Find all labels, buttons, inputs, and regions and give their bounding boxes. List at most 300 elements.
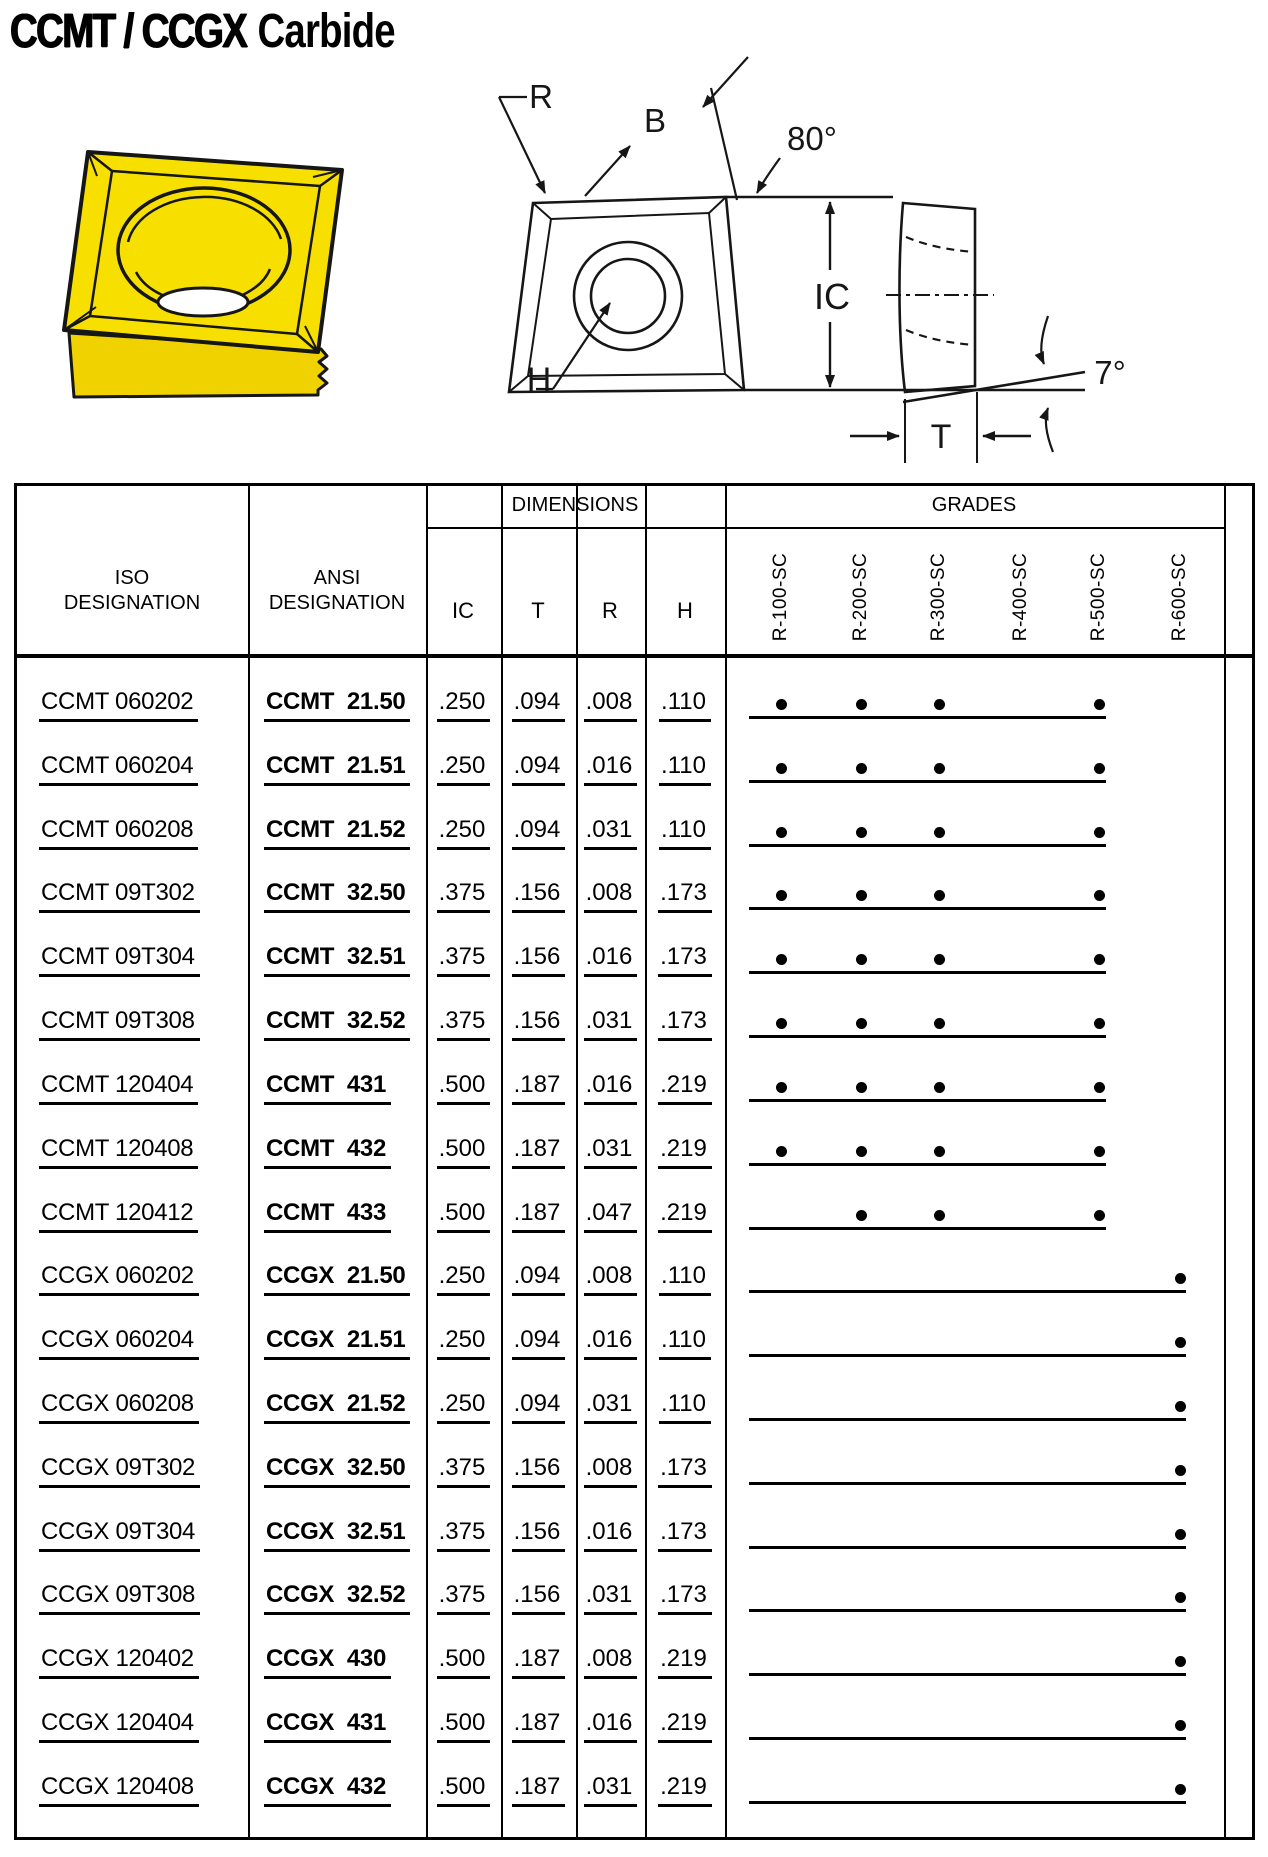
grade-dot	[934, 1018, 945, 1029]
t-value-cell	[501, 1518, 576, 1552]
r-value: .016	[584, 1071, 638, 1105]
grades-cell	[725, 801, 1224, 865]
ic-value-cell	[426, 1518, 501, 1552]
r-value-cell	[576, 1135, 645, 1169]
grades-cell	[725, 928, 1224, 992]
table-row	[17, 673, 1252, 737]
grade-dot	[856, 1210, 867, 1221]
t-value: .094	[512, 688, 566, 722]
ic-value-cell	[426, 688, 501, 722]
insert-spec-table	[14, 483, 1255, 1840]
r-value: .031	[584, 1390, 638, 1424]
h-value: .110	[659, 752, 711, 786]
grade-column-header: R-600-SC	[1169, 552, 1190, 642]
grades-cell	[725, 1566, 1224, 1630]
grades-rule	[749, 1163, 1106, 1166]
table-row	[17, 1311, 1252, 1375]
grade-dot	[934, 763, 945, 774]
ic-value: .250	[437, 1262, 491, 1296]
r-value: .031	[584, 1773, 638, 1807]
t-value-cell	[501, 1199, 576, 1233]
h-value: .110	[659, 816, 711, 850]
r-value: .031	[584, 816, 638, 850]
ansi-designation-cell: CCGX 432	[264, 1773, 391, 1807]
ic-value: .375	[437, 879, 491, 913]
grades-rule	[749, 1099, 1106, 1102]
grades-cell	[725, 864, 1224, 928]
ic-value: .375	[437, 1581, 491, 1615]
h-value-cell	[645, 1709, 725, 1743]
r-value-cell	[576, 1581, 645, 1615]
ansi-designation-cell: CCMT 433	[264, 1199, 391, 1233]
ic-value-cell	[426, 1262, 501, 1296]
grade-dot	[1175, 1720, 1186, 1731]
grades-cell	[725, 1503, 1224, 1567]
grade-dot	[776, 1082, 787, 1093]
table-row	[17, 1247, 1252, 1311]
iso-designation-cell: CCMT 09T304	[39, 943, 200, 977]
grade-dot	[1094, 1018, 1105, 1029]
grade-dot	[1094, 827, 1105, 838]
r-value-cell	[576, 752, 645, 786]
t-value: .156	[512, 1007, 566, 1041]
ic-value-cell	[426, 1581, 501, 1615]
grade-dot	[776, 763, 787, 774]
iso-designation-cell: CCMT 120412	[39, 1199, 198, 1233]
r-value: .016	[584, 1326, 638, 1360]
table-row	[17, 1439, 1252, 1503]
grades-cell	[725, 1439, 1224, 1503]
t-value: .187	[512, 1199, 566, 1233]
label-edge-length: B	[643, 102, 667, 139]
t-value: .094	[512, 1326, 566, 1360]
r-value: .008	[584, 1645, 638, 1679]
h-value: .219	[658, 1199, 712, 1233]
col-header-t: T	[531, 598, 545, 623]
grade-dot	[934, 890, 945, 901]
r-value-cell	[576, 1071, 645, 1105]
h-value-cell	[645, 1645, 725, 1679]
t-value: .187	[512, 1071, 566, 1105]
t-value: .094	[512, 752, 566, 786]
ic-value: .250	[437, 752, 491, 786]
h-value-cell	[645, 1773, 725, 1807]
h-value-cell	[645, 752, 725, 786]
h-value-cell	[645, 1326, 725, 1360]
grade-dot	[776, 954, 787, 965]
r-value-cell	[576, 1326, 645, 1360]
iso-designation-cell: CCGX 09T304	[39, 1518, 200, 1552]
grade-column-header: R-200-SC	[850, 552, 871, 642]
ic-value: .500	[437, 1709, 491, 1743]
t-value: .187	[512, 1135, 566, 1169]
ansi-designation-cell: CCGX 21.51	[264, 1326, 410, 1360]
ansi-designation-cell: CCMT 21.50	[264, 688, 410, 722]
ic-value-cell	[426, 1326, 501, 1360]
grades-rule	[749, 716, 1106, 719]
iso-designation-cell: CCGX 060204	[39, 1326, 199, 1360]
ansi-designation-cell: CCGX 21.52	[264, 1390, 410, 1424]
t-value-cell	[501, 1390, 576, 1424]
ic-value-cell	[426, 816, 501, 850]
iso-designation-cell: CCGX 09T302	[39, 1454, 200, 1488]
ic-value-cell	[426, 1390, 501, 1424]
ansi-designation-cell: CCGX 32.52	[264, 1581, 410, 1615]
h-value-cell	[645, 1390, 725, 1424]
ansi-designation-cell: CCMT 432	[264, 1135, 391, 1169]
grade-dot	[1094, 699, 1105, 710]
ic-value-cell	[426, 1773, 501, 1807]
h-value: .219	[658, 1645, 712, 1679]
table-row	[17, 1758, 1252, 1822]
grid-line	[426, 527, 1224, 529]
technical-drawing	[0, 0, 1268, 478]
grade-dot	[1175, 1273, 1186, 1284]
ic-value: .500	[437, 1773, 491, 1807]
grades-cell	[725, 1375, 1224, 1439]
h-value: .219	[658, 1135, 712, 1169]
ic-value: .375	[437, 1007, 491, 1041]
grade-dot	[776, 1146, 787, 1157]
grades-rule	[749, 844, 1106, 847]
col-header-h: H	[677, 598, 693, 623]
grades-cell	[725, 992, 1224, 1056]
h-value-cell	[645, 943, 725, 977]
grade-dot	[934, 1082, 945, 1093]
header-bottom-rule	[17, 654, 1252, 658]
iso-designation-cell: CCGX 060208	[39, 1390, 199, 1424]
iso-designation-cell: CCMT 120404	[39, 1071, 198, 1105]
table-row	[17, 1694, 1252, 1758]
h-value: .173	[658, 879, 712, 913]
ansi-designation-cell: CCMT 21.51	[264, 752, 410, 786]
t-value-cell	[501, 1007, 576, 1041]
grade-dot	[934, 699, 945, 710]
r-value: .031	[584, 1007, 638, 1041]
t-value-cell	[501, 1326, 576, 1360]
r-value-cell	[576, 879, 645, 913]
t-value: .187	[512, 1645, 566, 1679]
t-value: .156	[512, 1581, 566, 1615]
grade-dot	[1094, 1210, 1105, 1221]
grade-dot	[1175, 1401, 1186, 1412]
h-value-cell	[645, 1581, 725, 1615]
grades-rule	[749, 1035, 1106, 1038]
r-value-cell	[576, 1773, 645, 1807]
r-value: .008	[584, 1454, 638, 1488]
label-radius: R	[529, 78, 553, 115]
grade-dot	[776, 1018, 787, 1029]
h-value: .173	[658, 1518, 712, 1552]
h-value-cell	[645, 1071, 725, 1105]
r-value: .016	[584, 1518, 638, 1552]
t-value: .094	[512, 1262, 566, 1296]
grades-rule	[749, 1673, 1186, 1676]
h-value: .219	[658, 1071, 712, 1105]
ic-value: .250	[437, 688, 491, 722]
r-value-cell	[576, 1262, 645, 1296]
t-value-cell	[501, 1454, 576, 1488]
ic-value-cell	[426, 943, 501, 977]
r-value: .047	[584, 1199, 638, 1233]
ic-value-cell	[426, 1071, 501, 1105]
grade-dot	[856, 1146, 867, 1157]
grades-rule	[749, 780, 1106, 783]
h-value: .110	[659, 1390, 711, 1424]
grade-dot	[1094, 1146, 1105, 1157]
ic-value: .500	[437, 1135, 491, 1169]
r-value-cell	[576, 943, 645, 977]
r-value: .031	[584, 1135, 638, 1169]
ansi-designation-cell: CCGX 32.50	[264, 1454, 410, 1488]
table-row	[17, 1120, 1252, 1184]
h-value: .173	[658, 1581, 712, 1615]
r-value: .031	[584, 1581, 638, 1615]
grade-dot	[1175, 1592, 1186, 1603]
grade-dot	[856, 954, 867, 965]
ic-value-cell	[426, 1007, 501, 1041]
h-value-cell	[645, 879, 725, 913]
grade-dot	[776, 699, 787, 710]
t-value: .094	[512, 1390, 566, 1424]
r-value: .016	[584, 752, 638, 786]
t-value-cell	[501, 752, 576, 786]
grades-cell	[725, 1184, 1224, 1248]
grades-rule	[749, 1227, 1106, 1230]
grades-rule	[749, 907, 1106, 910]
grades-cell	[725, 1120, 1224, 1184]
ic-value-cell	[426, 1645, 501, 1679]
grade-dot	[1094, 1082, 1105, 1093]
grade-dot	[1094, 954, 1105, 965]
ansi-designation-cell: CCMT 32.50	[264, 879, 410, 913]
col-header-ic: IC	[452, 598, 474, 623]
grades-cell	[725, 1630, 1224, 1694]
r-value: .008	[584, 1262, 638, 1296]
grades-rule	[749, 1418, 1186, 1421]
h-value-cell	[645, 1454, 725, 1488]
h-value: .219	[658, 1773, 712, 1807]
h-value-cell	[645, 1518, 725, 1552]
iso-designation-cell: CCMT 120408	[39, 1135, 198, 1169]
table-row	[17, 737, 1252, 801]
table-row	[17, 1503, 1252, 1567]
insert-photo	[64, 152, 342, 397]
iso-designation-cell: CCGX 120404	[39, 1709, 199, 1743]
grade-dot	[1175, 1656, 1186, 1667]
t-value-cell	[501, 1645, 576, 1679]
h-value: .173	[658, 943, 712, 977]
grade-dot	[856, 1082, 867, 1093]
r-value: .016	[584, 1709, 638, 1743]
ic-value: .375	[437, 1518, 491, 1552]
ansi-designation-header: ANSI DESIGNATION	[268, 567, 406, 614]
t-value: .187	[512, 1773, 566, 1807]
iso-designation-cell: CCMT 09T308	[39, 1007, 200, 1041]
h-value-cell	[645, 1199, 725, 1233]
grade-dot	[856, 890, 867, 901]
h-value-cell	[645, 1262, 725, 1296]
ic-value: .250	[437, 1390, 491, 1424]
t-value: .094	[512, 816, 566, 850]
h-value: .219	[658, 1709, 712, 1743]
ic-value: .250	[437, 816, 491, 850]
grade-dot	[1094, 890, 1105, 901]
t-value-cell	[501, 1262, 576, 1296]
ansi-designation-cell: CCMT 32.51	[264, 943, 410, 977]
t-value: .187	[512, 1709, 566, 1743]
t-value: .156	[512, 1518, 566, 1552]
table-row	[17, 992, 1252, 1056]
table-row	[17, 1184, 1252, 1248]
t-value: .156	[512, 879, 566, 913]
ansi-designation-cell: CCMT 431	[264, 1071, 391, 1105]
iso-designation-cell: CCGX 120408	[39, 1773, 199, 1807]
grade-dot	[1094, 763, 1105, 774]
table-row	[17, 1566, 1252, 1630]
h-value-cell	[645, 1007, 725, 1041]
label-hole: H	[526, 361, 552, 399]
label-inscribed-circle: IC	[814, 276, 850, 317]
iso-designation-cell: CCMT 060202	[39, 688, 198, 722]
iso-designation-cell: CCMT 09T302	[39, 879, 200, 913]
r-value-cell	[576, 1390, 645, 1424]
dimensions-group-header: DIMENSIONS	[511, 494, 639, 516]
ansi-designation-cell: CCGX 21.50	[264, 1262, 410, 1296]
grade-dot	[934, 954, 945, 965]
grade-column-header: R-500-SC	[1088, 552, 1109, 642]
col-header-r: R	[602, 598, 618, 623]
grade-dot	[1175, 1784, 1186, 1795]
label-clearance-angle: 7°	[1094, 354, 1126, 391]
title-series: CCMT / CCGX	[10, 5, 247, 58]
t-value-cell	[501, 879, 576, 913]
iso-designation-cell: CCGX 09T308	[39, 1581, 200, 1615]
t-value-cell	[501, 1709, 576, 1743]
label-included-angle: 80°	[787, 120, 837, 157]
grades-cell	[725, 737, 1224, 801]
t-value-cell	[501, 816, 576, 850]
grades-cell	[725, 1056, 1224, 1120]
grades-rule	[749, 1354, 1186, 1357]
r-value-cell	[576, 1007, 645, 1041]
iso-designation-cell: CCGX 120402	[39, 1645, 199, 1679]
t-value-cell	[501, 688, 576, 722]
ansi-designation-cell: CCMT 32.52	[264, 1007, 410, 1041]
grade-dot	[1175, 1465, 1186, 1476]
grade-column-header: R-300-SC	[928, 552, 949, 642]
t-value-cell	[501, 943, 576, 977]
r-value: .016	[584, 943, 638, 977]
ic-value: .500	[437, 1645, 491, 1679]
table-row	[17, 928, 1252, 992]
h-value: .110	[659, 1262, 711, 1296]
table-row	[17, 1630, 1252, 1694]
ic-value: .500	[437, 1071, 491, 1105]
grade-dot	[1175, 1337, 1186, 1348]
ansi-designation-cell: CCMT 21.52	[264, 816, 410, 850]
ic-value-cell	[426, 752, 501, 786]
grades-rule	[749, 971, 1106, 974]
grade-dot	[856, 699, 867, 710]
t-value-cell	[501, 1071, 576, 1105]
grade-column-header: R-100-SC	[770, 552, 791, 642]
grade-dot	[856, 763, 867, 774]
grade-dot	[934, 827, 945, 838]
grades-cell	[725, 673, 1224, 737]
grade-dot	[776, 890, 787, 901]
grade-dot	[1175, 1529, 1186, 1540]
grades-rule	[749, 1801, 1186, 1804]
h-value-cell	[645, 1135, 725, 1169]
iso-designation-cell: CCMT 060208	[39, 816, 198, 850]
t-value-cell	[501, 1581, 576, 1615]
grades-rule	[749, 1546, 1186, 1549]
r-value-cell	[576, 1709, 645, 1743]
table-row	[17, 864, 1252, 928]
ansi-designation-cell: CCGX 431	[264, 1709, 391, 1743]
grades-rule	[749, 1609, 1186, 1612]
grade-dot	[856, 1018, 867, 1029]
grades-rule	[749, 1482, 1186, 1485]
r-value-cell	[576, 1518, 645, 1552]
ic-value-cell	[426, 1709, 501, 1743]
grade-dot	[934, 1146, 945, 1157]
grade-dot	[934, 1210, 945, 1221]
h-value: .110	[659, 688, 711, 722]
grades-cell	[725, 1694, 1224, 1758]
grade-dot	[776, 827, 787, 838]
ic-value: .375	[437, 943, 491, 977]
ic-value: .500	[437, 1199, 491, 1233]
r-value-cell	[576, 1645, 645, 1679]
h-value-cell	[645, 816, 725, 850]
h-value-cell	[645, 688, 725, 722]
grades-rule	[749, 1737, 1186, 1740]
table-row	[17, 1056, 1252, 1120]
grades-cell	[725, 1311, 1224, 1375]
t-value: .156	[512, 943, 566, 977]
grade-dot	[856, 827, 867, 838]
ic-value-cell	[426, 1135, 501, 1169]
r-value-cell	[576, 688, 645, 722]
iso-designation-cell: CCMT 060204	[39, 752, 198, 786]
ansi-designation-cell: CCGX 32.51	[264, 1518, 410, 1552]
ansi-designation-cell: CCGX 430	[264, 1645, 391, 1679]
r-value-cell	[576, 816, 645, 850]
title-material: Carbide	[257, 5, 395, 58]
label-thickness: T	[930, 418, 952, 456]
r-value-cell	[576, 1454, 645, 1488]
t-value: .156	[512, 1454, 566, 1488]
r-value-cell	[576, 1199, 645, 1233]
ic-value-cell	[426, 1199, 501, 1233]
grade-column-header: R-400-SC	[1010, 552, 1031, 642]
ic-value: .250	[437, 1326, 491, 1360]
grades-cell	[725, 1247, 1224, 1311]
h-value: .110	[659, 1326, 711, 1360]
h-value: .173	[658, 1454, 712, 1488]
grades-group-header: GRADES	[931, 494, 1017, 516]
grades-rule	[749, 1290, 1186, 1293]
ic-value-cell	[426, 1454, 501, 1488]
r-value: .008	[584, 879, 638, 913]
t-value-cell	[501, 1135, 576, 1169]
table-row	[17, 1375, 1252, 1439]
iso-designation-cell: CCGX 060202	[39, 1262, 199, 1296]
h-value: .173	[658, 1007, 712, 1041]
t-value-cell	[501, 1773, 576, 1807]
